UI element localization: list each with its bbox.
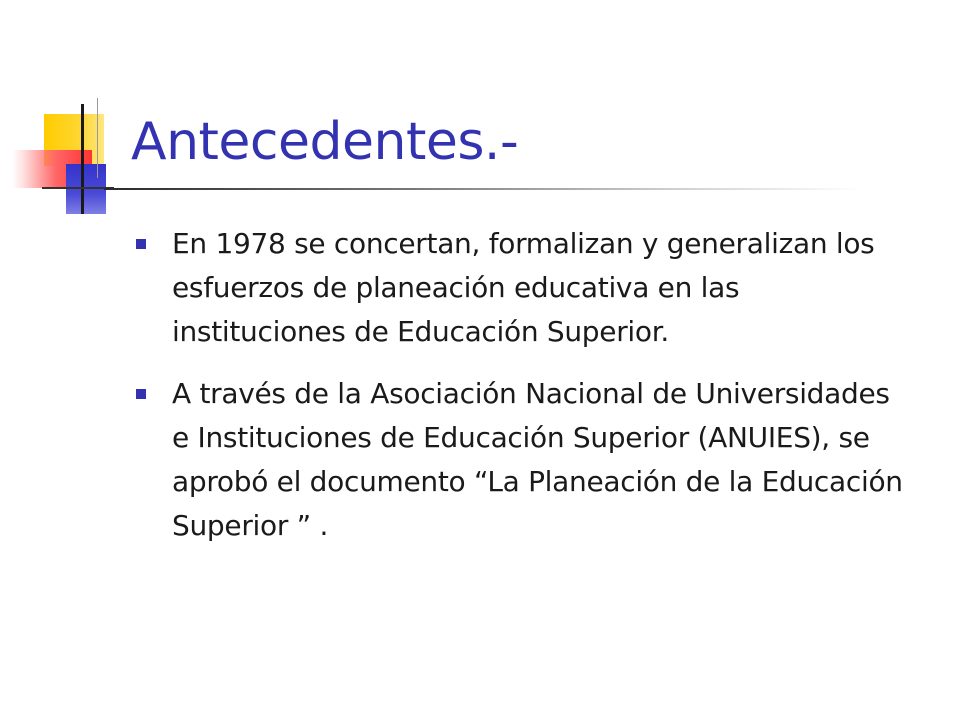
- bullet-item: [132, 372, 912, 548]
- square-bullet-icon: [136, 389, 146, 399]
- slide-title: Antecedentes.-: [131, 112, 519, 172]
- ornament-blue-square: [66, 164, 106, 214]
- square-bullet-icon: [136, 239, 146, 249]
- bullet-text: A través de la Asociación Nacional de Universidades e Instituciones de Educación Superior (ANUIES), se aprobó el documento “La Planeación de la Educación Superior ” .: [172, 377, 903, 542]
- bullet-list: [132, 222, 912, 566]
- bullet-text: En 1978 se concertan, formalizan y generalizan los esfuerzos de planeación educativa en las instituciones de Educación Superior.: [172, 227, 875, 348]
- ornament-vertical-line: [81, 104, 84, 214]
- title-underline: [104, 188, 864, 190]
- bullet-item: [132, 222, 912, 354]
- ornament-gray-line: [97, 98, 98, 178]
